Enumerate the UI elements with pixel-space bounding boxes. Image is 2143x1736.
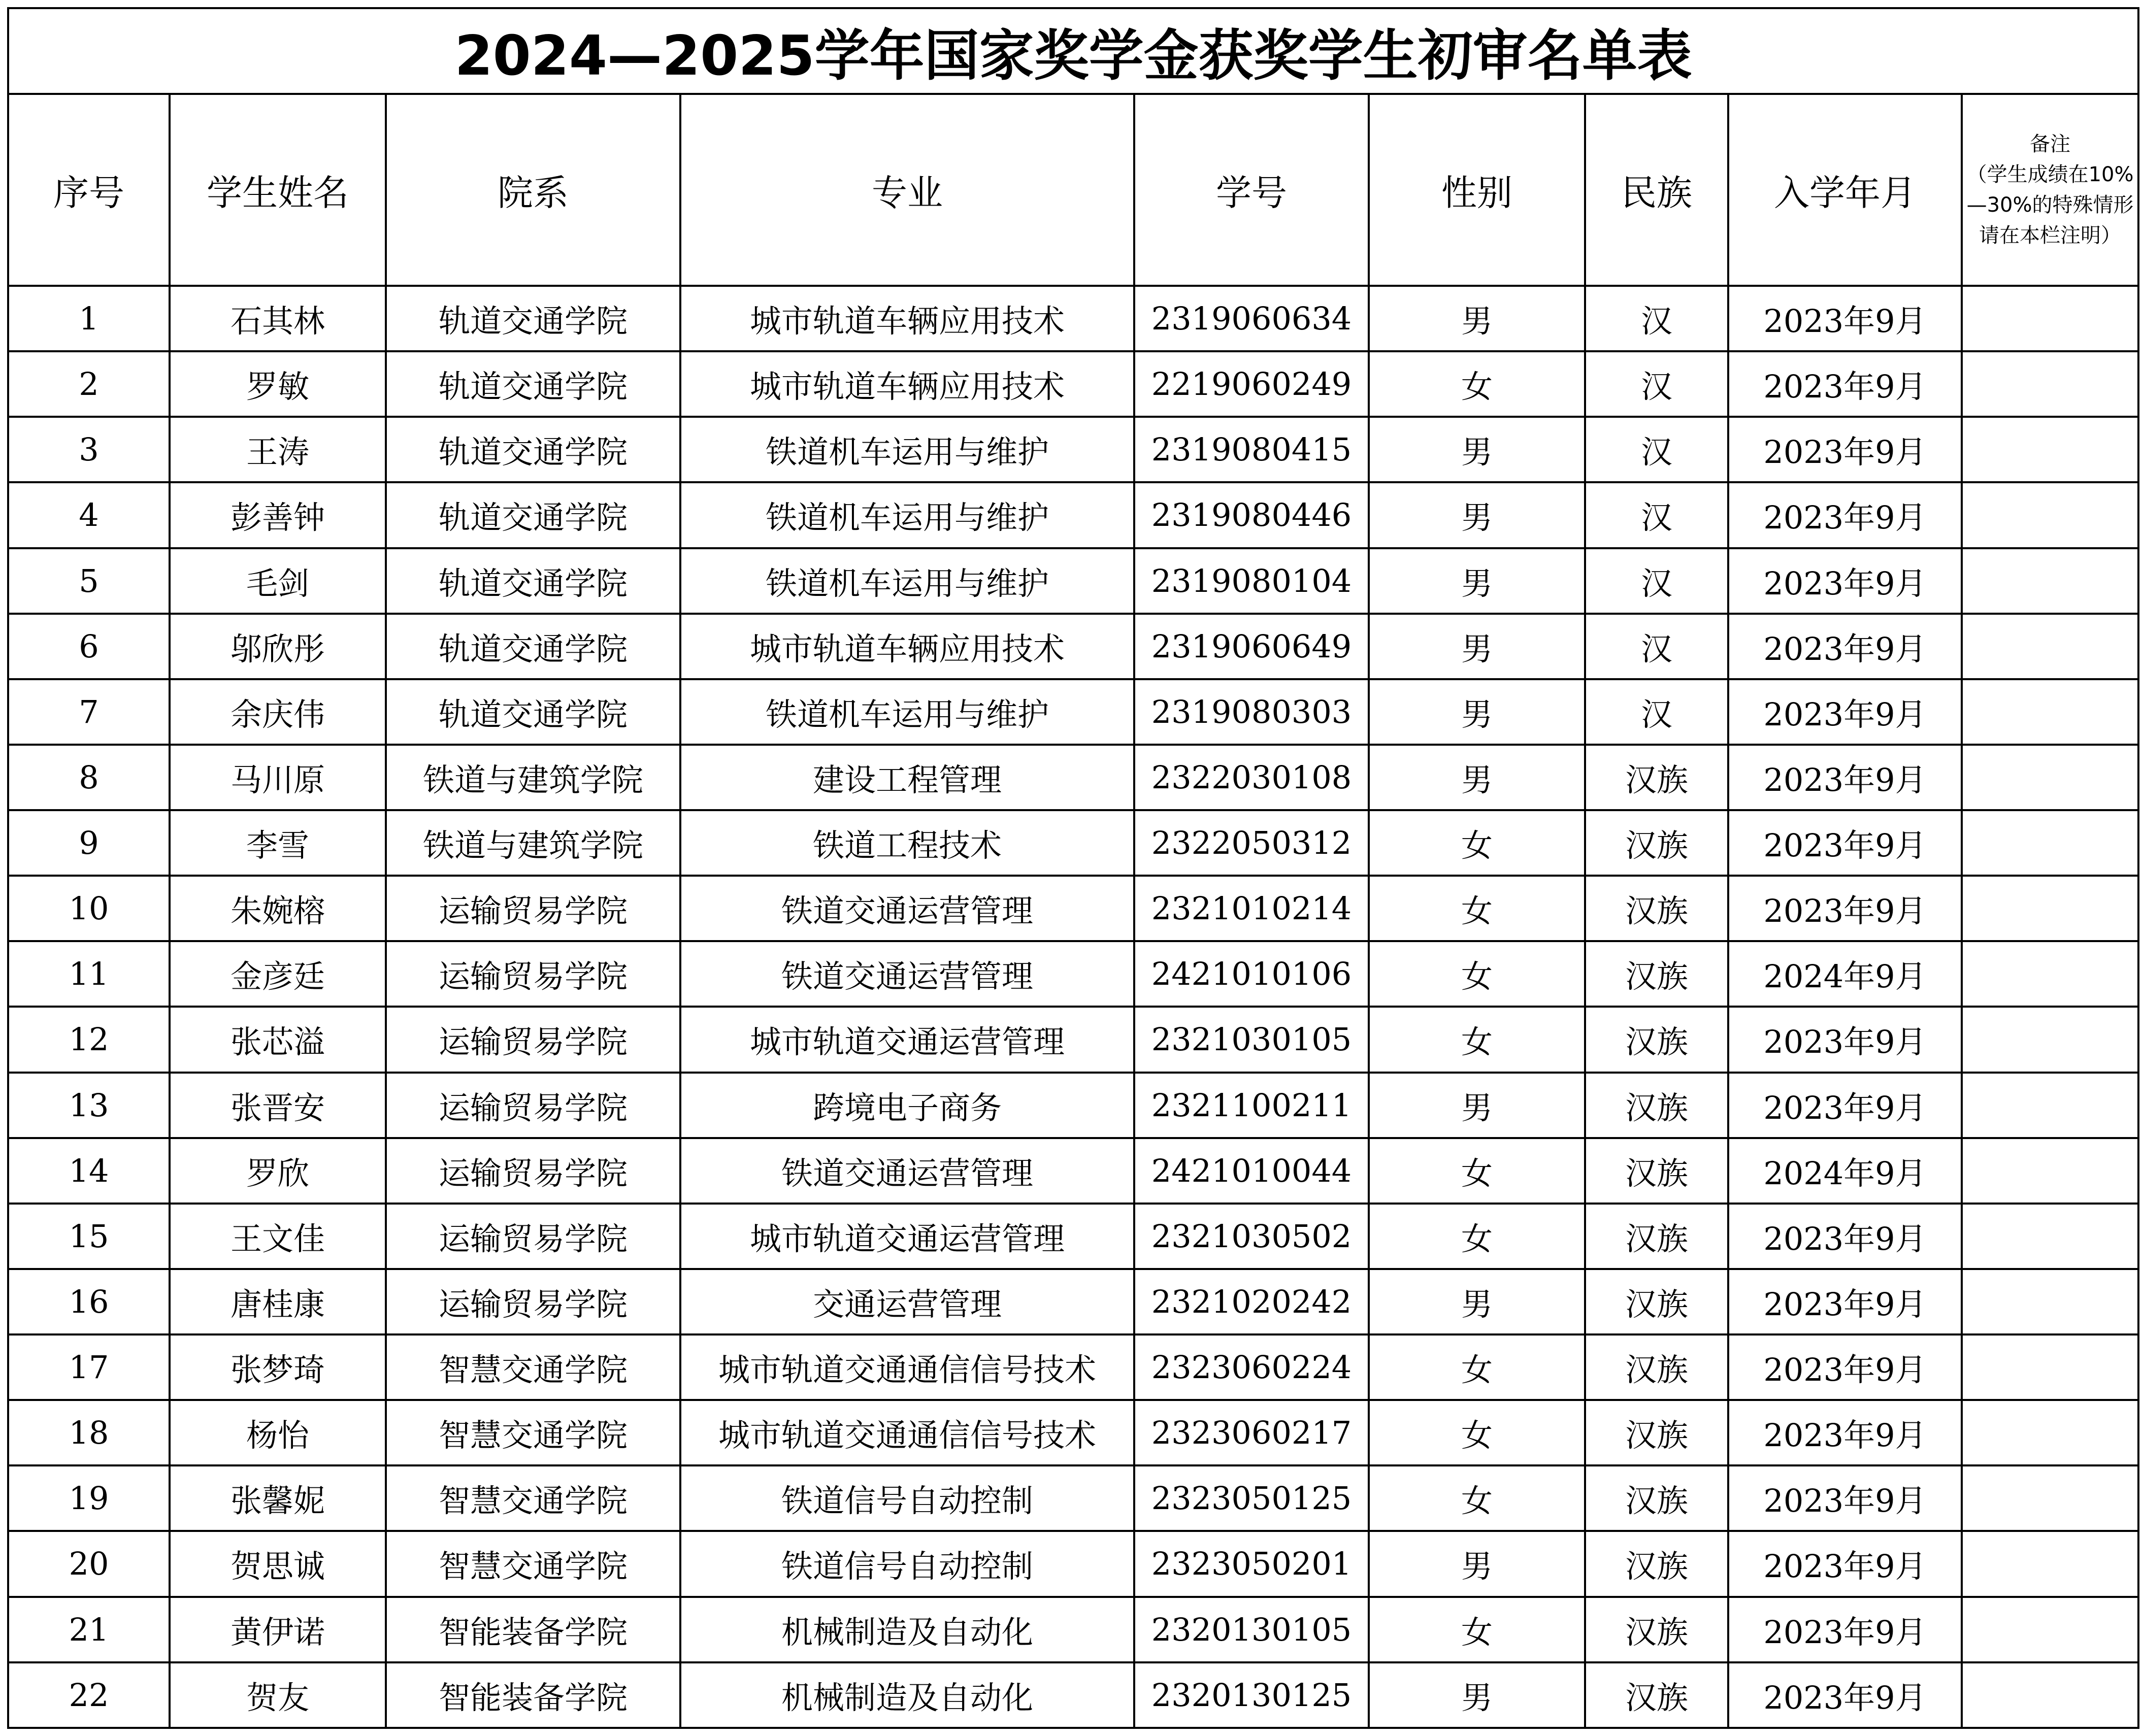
cell-major: 交通运营管理 <box>680 1269 1134 1334</box>
cell-student-id: 2322050312 <box>1134 810 1369 876</box>
cell-enroll-date: 2023年9月 <box>1728 1597 1962 1662</box>
cell-enroll-date: 2023年9月 <box>1728 876 1962 941</box>
cell-major: 铁道交通运营管理 <box>680 1138 1134 1204</box>
cell-enroll-date: 2023年9月 <box>1728 351 1962 417</box>
cell-ethnicity: 汉族 <box>1585 1597 1728 1662</box>
cell-seq: 10 <box>8 876 170 941</box>
cell-student-id: 2421010106 <box>1134 941 1369 1007</box>
cell-gender: 女 <box>1369 351 1585 417</box>
cell-name: 朱婉榕 <box>170 876 386 941</box>
cell-major: 铁道机车运用与维护 <box>680 679 1134 745</box>
cell-name: 张梦琦 <box>170 1334 386 1400</box>
header-dept: 院系 <box>386 94 680 286</box>
cell-enroll-date: 2023年9月 <box>1728 1204 1962 1269</box>
header-remark-note: （学生成绩在10%—30%的特殊情形请在本栏注明） <box>1966 163 2134 247</box>
cell-student-id: 2421010044 <box>1134 1138 1369 1204</box>
cell-remark <box>1962 548 2138 614</box>
header-name: 学生姓名 <box>170 94 386 286</box>
cell-student-id: 2321020242 <box>1134 1269 1369 1334</box>
cell-dept: 运输贸易学院 <box>386 1204 680 1269</box>
cell-remark <box>1962 417 2138 482</box>
cell-name: 李雪 <box>170 810 386 876</box>
cell-major: 铁道交通运营管理 <box>680 876 1134 941</box>
cell-gender: 男 <box>1369 1073 1585 1138</box>
cell-ethnicity: 汉族 <box>1585 1465 1728 1531</box>
cell-dept: 智慧交通学院 <box>386 1465 680 1531</box>
cell-enroll-date: 2023年9月 <box>1728 1400 1962 1465</box>
cell-name: 马川原 <box>170 745 386 810</box>
cell-remark <box>1962 1007 2138 1072</box>
table-row <box>8 1531 2138 1596</box>
cell-remark <box>1962 679 2138 745</box>
cell-gender: 男 <box>1369 745 1585 810</box>
cell-gender: 男 <box>1369 614 1585 679</box>
cell-major: 城市轨道交通运营管理 <box>680 1007 1134 1072</box>
cell-student-id: 2219060249 <box>1134 351 1369 417</box>
cell-dept: 智能装备学院 <box>386 1662 680 1728</box>
cell-name: 彭善钟 <box>170 482 386 548</box>
table-row <box>8 417 2138 482</box>
cell-remark <box>1962 1400 2138 1465</box>
cell-seq: 12 <box>8 1007 170 1072</box>
cell-ethnicity: 汉 <box>1585 614 1728 679</box>
cell-ethnicity: 汉族 <box>1585 1007 1728 1072</box>
cell-enroll-date: 2023年9月 <box>1728 417 1962 482</box>
cell-name: 黄伊诺 <box>170 1597 386 1662</box>
table-row <box>8 1400 2138 1465</box>
cell-gender: 男 <box>1369 482 1585 548</box>
cell-name: 张晋安 <box>170 1073 386 1138</box>
cell-seq: 22 <box>8 1662 170 1728</box>
cell-seq: 4 <box>8 482 170 548</box>
cell-remark <box>1962 1269 2138 1334</box>
cell-seq: 21 <box>8 1597 170 1662</box>
table-row <box>8 679 2138 745</box>
cell-enroll-date: 2023年9月 <box>1728 810 1962 876</box>
table-row <box>8 941 2138 1007</box>
cell-student-id: 2319060634 <box>1134 286 1369 351</box>
cell-enroll-date: 2023年9月 <box>1728 679 1962 745</box>
cell-major: 机械制造及自动化 <box>680 1597 1134 1662</box>
cell-dept: 运输贸易学院 <box>386 1138 680 1204</box>
cell-dept: 轨道交通学院 <box>386 417 680 482</box>
table-row <box>8 1073 2138 1138</box>
table-row <box>8 614 2138 679</box>
cell-dept: 铁道与建筑学院 <box>386 745 680 810</box>
scholarship-table <box>7 7 2139 1729</box>
table-row <box>8 482 2138 548</box>
cell-gender: 女 <box>1369 941 1585 1007</box>
cell-remark <box>1962 1597 2138 1662</box>
cell-major: 城市轨道车辆应用技术 <box>680 286 1134 351</box>
cell-gender: 男 <box>1369 417 1585 482</box>
cell-name: 唐桂康 <box>170 1269 386 1334</box>
cell-dept: 运输贸易学院 <box>386 1073 680 1138</box>
cell-ethnicity: 汉族 <box>1585 1073 1728 1138</box>
cell-seq: 1 <box>8 286 170 351</box>
table-row <box>8 351 2138 417</box>
cell-remark <box>1962 1138 2138 1204</box>
cell-student-id: 2321010214 <box>1134 876 1369 941</box>
cell-remark <box>1962 876 2138 941</box>
cell-enroll-date: 2023年9月 <box>1728 614 1962 679</box>
cell-gender: 女 <box>1369 810 1585 876</box>
cell-ethnicity: 汉 <box>1585 417 1728 482</box>
cell-dept: 智慧交通学院 <box>386 1531 680 1596</box>
cell-major: 铁道机车运用与维护 <box>680 417 1134 482</box>
cell-student-id: 2322030108 <box>1134 745 1369 810</box>
cell-dept: 运输贸易学院 <box>386 1269 680 1334</box>
table-row <box>8 548 2138 614</box>
cell-student-id: 2320130105 <box>1134 1597 1369 1662</box>
cell-ethnicity: 汉族 <box>1585 1531 1728 1596</box>
cell-seq: 20 <box>8 1531 170 1596</box>
cell-enroll-date: 2023年9月 <box>1728 1662 1962 1728</box>
cell-student-id: 2319080303 <box>1134 679 1369 745</box>
cell-enroll-date: 2023年9月 <box>1728 1269 1962 1334</box>
cell-enroll-date: 2023年9月 <box>1728 1073 1962 1138</box>
cell-remark <box>1962 1465 2138 1531</box>
cell-name: 王涛 <box>170 417 386 482</box>
header-major: 专业 <box>680 94 1134 286</box>
table-row <box>8 1334 2138 1400</box>
cell-dept: 轨道交通学院 <box>386 351 680 417</box>
cell-remark <box>1962 351 2138 417</box>
cell-major: 城市轨道交通通信信号技术 <box>680 1334 1134 1400</box>
cell-student-id: 2323060217 <box>1134 1400 1369 1465</box>
cell-remark <box>1962 745 2138 810</box>
cell-ethnicity: 汉族 <box>1585 941 1728 1007</box>
cell-student-id: 2323050125 <box>1134 1465 1369 1531</box>
cell-ethnicity: 汉族 <box>1585 1662 1728 1728</box>
cell-gender: 男 <box>1369 286 1585 351</box>
table-row <box>8 1204 2138 1269</box>
cell-name: 杨怡 <box>170 1400 386 1465</box>
header-gender: 性别 <box>1369 94 1585 286</box>
cell-student-id: 2323060224 <box>1134 1334 1369 1400</box>
cell-remark <box>1962 1662 2138 1728</box>
cell-name: 王文佳 <box>170 1204 386 1269</box>
cell-name: 毛剑 <box>170 548 386 614</box>
cell-ethnicity: 汉族 <box>1585 745 1728 810</box>
cell-ethnicity: 汉族 <box>1585 1334 1728 1400</box>
cell-student-id: 2321030105 <box>1134 1007 1369 1072</box>
cell-gender: 女 <box>1369 1204 1585 1269</box>
cell-student-id: 2321100211 <box>1134 1073 1369 1138</box>
cell-enroll-date: 2023年9月 <box>1728 1007 1962 1072</box>
cell-seq: 15 <box>8 1204 170 1269</box>
cell-gender: 女 <box>1369 1334 1585 1400</box>
cell-enroll-date: 2023年9月 <box>1728 548 1962 614</box>
cell-dept: 智能装备学院 <box>386 1597 680 1662</box>
cell-name: 张芯溢 <box>170 1007 386 1072</box>
cell-name: 金彦廷 <box>170 941 386 1007</box>
cell-major: 城市轨道车辆应用技术 <box>680 351 1134 417</box>
table-row <box>8 745 2138 810</box>
cell-student-id: 2319060649 <box>1134 614 1369 679</box>
cell-ethnicity: 汉族 <box>1585 876 1728 941</box>
cell-seq: 18 <box>8 1400 170 1465</box>
cell-seq: 9 <box>8 810 170 876</box>
cell-ethnicity: 汉族 <box>1585 1400 1728 1465</box>
cell-gender: 女 <box>1369 1007 1585 1072</box>
header-remark-title: 备注 <box>2030 132 2071 156</box>
cell-gender: 女 <box>1369 1400 1585 1465</box>
title-row <box>8 8 2138 94</box>
cell-major: 跨境电子商务 <box>680 1073 1134 1138</box>
table-row <box>8 286 2138 351</box>
table-row <box>8 1007 2138 1072</box>
header-ethnicity: 民族 <box>1585 94 1728 286</box>
cell-remark <box>1962 941 2138 1007</box>
cell-ethnicity: 汉 <box>1585 482 1728 548</box>
cell-dept: 智慧交通学院 <box>386 1334 680 1400</box>
cell-major: 机械制造及自动化 <box>680 1662 1134 1728</box>
table-row <box>8 1138 2138 1204</box>
cell-dept: 智慧交通学院 <box>386 1400 680 1465</box>
cell-ethnicity: 汉 <box>1585 548 1728 614</box>
cell-name: 贺友 <box>170 1662 386 1728</box>
cell-seq: 6 <box>8 614 170 679</box>
cell-student-id: 2319080104 <box>1134 548 1369 614</box>
cell-dept: 轨道交通学院 <box>386 679 680 745</box>
cell-remark <box>1962 810 2138 876</box>
cell-enroll-date: 2023年9月 <box>1728 1531 1962 1596</box>
cell-major: 铁道交通运营管理 <box>680 941 1134 1007</box>
header-remark <box>1962 94 2138 286</box>
cell-major: 铁道机车运用与维护 <box>680 548 1134 614</box>
cell-seq: 14 <box>8 1138 170 1204</box>
cell-dept: 运输贸易学院 <box>386 1007 680 1072</box>
cell-gender: 男 <box>1369 1531 1585 1596</box>
header-student-id: 学号 <box>1134 94 1369 286</box>
cell-dept: 轨道交通学院 <box>386 548 680 614</box>
cell-gender: 女 <box>1369 876 1585 941</box>
cell-major: 城市轨道车辆应用技术 <box>680 614 1134 679</box>
cell-student-id: 2321030502 <box>1134 1204 1369 1269</box>
cell-dept: 运输贸易学院 <box>386 876 680 941</box>
cell-major: 铁道工程技术 <box>680 810 1134 876</box>
cell-ethnicity: 汉 <box>1585 679 1728 745</box>
header-seq: 序号 <box>8 94 170 286</box>
cell-name: 罗敏 <box>170 351 386 417</box>
cell-ethnicity: 汉族 <box>1585 1204 1728 1269</box>
cell-gender: 女 <box>1369 1138 1585 1204</box>
cell-enroll-date: 2023年9月 <box>1728 1334 1962 1400</box>
cell-major: 城市轨道交通运营管理 <box>680 1204 1134 1269</box>
cell-enroll-date: 2024年9月 <box>1728 941 1962 1007</box>
table-row <box>8 1465 2138 1531</box>
cell-dept: 轨道交通学院 <box>386 614 680 679</box>
cell-ethnicity: 汉族 <box>1585 1138 1728 1204</box>
cell-name: 贺思诚 <box>170 1531 386 1596</box>
cell-name: 邬欣彤 <box>170 614 386 679</box>
cell-seq: 17 <box>8 1334 170 1400</box>
cell-gender: 男 <box>1369 548 1585 614</box>
cell-ethnicity: 汉族 <box>1585 1269 1728 1334</box>
page-title: 2024—2025学年国家奖学金获奖学生初审名单表 <box>8 8 2138 94</box>
cell-dept: 运输贸易学院 <box>386 941 680 1007</box>
cell-major: 铁道机车运用与维护 <box>680 482 1134 548</box>
cell-remark <box>1962 1073 2138 1138</box>
cell-remark <box>1962 614 2138 679</box>
cell-enroll-date: 2023年9月 <box>1728 1465 1962 1531</box>
cell-gender: 女 <box>1369 1465 1585 1531</box>
cell-student-id: 2319080446 <box>1134 482 1369 548</box>
cell-seq: 16 <box>8 1269 170 1334</box>
cell-name: 张馨妮 <box>170 1465 386 1531</box>
cell-dept: 轨道交通学院 <box>386 482 680 548</box>
cell-major: 建设工程管理 <box>680 745 1134 810</box>
table-row <box>8 810 2138 876</box>
cell-enroll-date: 2024年9月 <box>1728 1138 1962 1204</box>
cell-ethnicity: 汉 <box>1585 351 1728 417</box>
cell-gender: 女 <box>1369 1597 1585 1662</box>
table-row <box>8 876 2138 941</box>
cell-gender: 男 <box>1369 1269 1585 1334</box>
cell-enroll-date: 2023年9月 <box>1728 745 1962 810</box>
cell-student-id: 2320130125 <box>1134 1662 1369 1728</box>
cell-name: 罗欣 <box>170 1138 386 1204</box>
cell-student-id: 2319080415 <box>1134 417 1369 482</box>
cell-dept: 轨道交通学院 <box>386 286 680 351</box>
cell-seq: 11 <box>8 941 170 1007</box>
cell-name: 余庆伟 <box>170 679 386 745</box>
cell-seq: 8 <box>8 745 170 810</box>
cell-seq: 7 <box>8 679 170 745</box>
cell-seq: 2 <box>8 351 170 417</box>
table-row <box>8 1662 2138 1728</box>
cell-major: 城市轨道交通通信信号技术 <box>680 1400 1134 1465</box>
cell-remark <box>1962 482 2138 548</box>
cell-remark <box>1962 1531 2138 1596</box>
table-row <box>8 1269 2138 1334</box>
cell-ethnicity: 汉族 <box>1585 810 1728 876</box>
cell-remark <box>1962 286 2138 351</box>
cell-major: 铁道信号自动控制 <box>680 1465 1134 1531</box>
cell-enroll-date: 2023年9月 <box>1728 482 1962 548</box>
cell-enroll-date: 2023年9月 <box>1728 286 1962 351</box>
cell-student-id: 2323050201 <box>1134 1531 1369 1596</box>
header-row <box>8 94 2138 286</box>
cell-name: 石其林 <box>170 286 386 351</box>
cell-seq: 5 <box>8 548 170 614</box>
table-row <box>8 1597 2138 1662</box>
cell-dept: 铁道与建筑学院 <box>386 810 680 876</box>
cell-seq: 19 <box>8 1465 170 1531</box>
cell-seq: 3 <box>8 417 170 482</box>
cell-remark <box>1962 1204 2138 1269</box>
cell-remark <box>1962 1334 2138 1400</box>
table-body <box>8 286 2138 1728</box>
cell-gender: 男 <box>1369 1662 1585 1728</box>
cell-gender: 男 <box>1369 679 1585 745</box>
header-enroll-date: 入学年月 <box>1728 94 1962 286</box>
cell-ethnicity: 汉 <box>1585 286 1728 351</box>
cell-major: 铁道信号自动控制 <box>680 1531 1134 1596</box>
cell-seq: 13 <box>8 1073 170 1138</box>
